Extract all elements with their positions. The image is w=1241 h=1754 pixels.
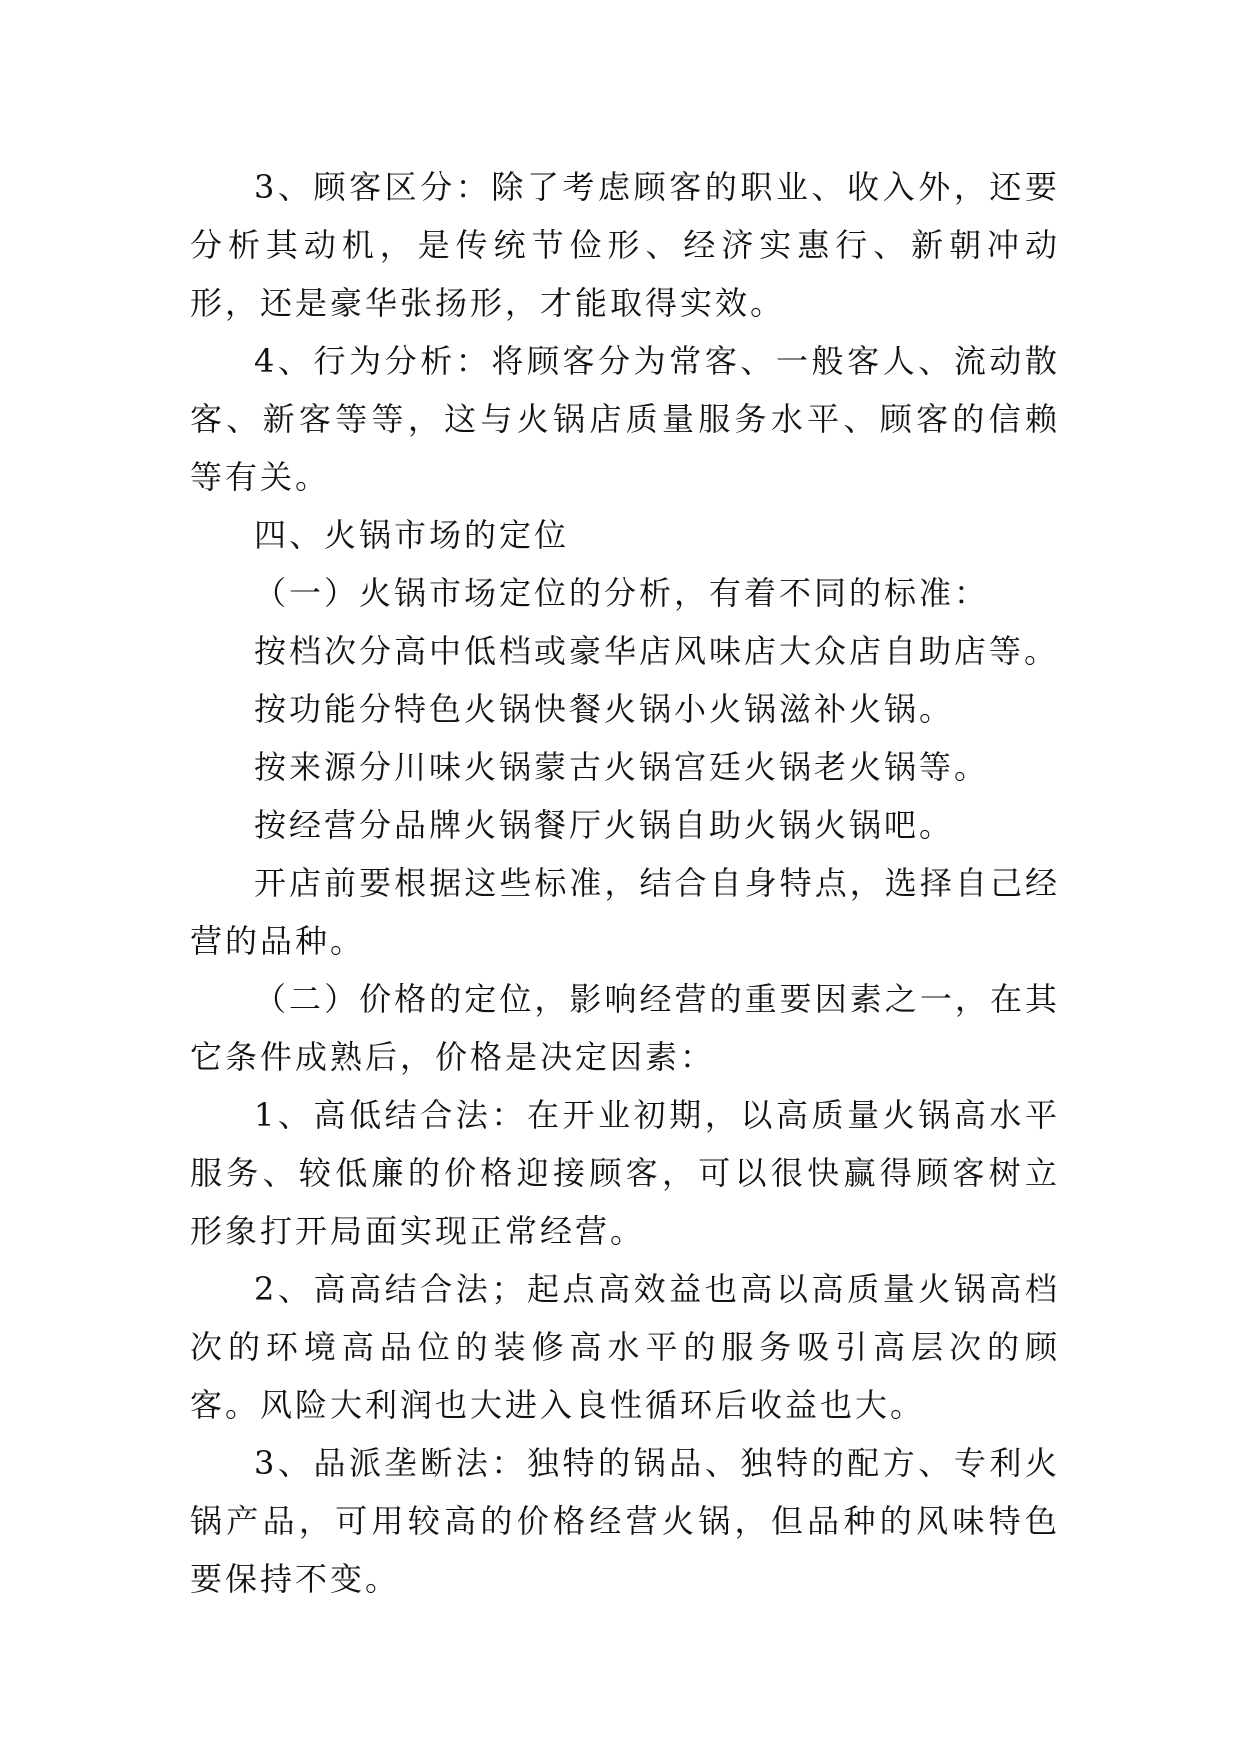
- paragraph-by-operation: 按经营分品牌火锅餐厅火锅自助火锅火锅吧。: [254, 806, 955, 844]
- section-heading-market-positioning: 四、火锅市场的定位: [254, 516, 570, 554]
- paragraph-by-origin: 按来源分川味火锅蒙古火锅宫廷火锅老火锅等。: [254, 748, 990, 786]
- subsection-heading-price-positioning: （二）价格的定位，影响经营的重要因素之一，在其它条件成熟后，价格是决定因素：: [190, 980, 1060, 1076]
- paragraph-by-function: 按功能分特色火锅快餐火锅小火锅滋补火锅。: [254, 690, 955, 728]
- subsection-heading-positioning-analysis: （一）火锅市场定位的分析，有着不同的标准：: [254, 574, 990, 612]
- paragraph-monopoly-method: 3、品派垄断法：独特的锅品、独特的配方、专利火锅产品，可用较高的价格经营火锅，但品种的风味特色要保持不变。: [190, 1444, 1060, 1598]
- paragraph-high-low-method: 1、高低结合法：在开业初期，以高质量火锅高水平服务、较低廉的价格迎接顾客，可以很快赢得顾客树立形象打开局面实现正常经营。: [190, 1096, 1060, 1250]
- paragraph-by-grade: 按档次分高中低档或豪华店风味店大众店自助店等。: [254, 632, 1060, 670]
- paragraph-customer-segmentation: 3、顾客区分：除了考虑顾客的职业、收入外，还要分析其动机，是传统节俭形、经济实惠行、新朝冲动形，还是豪华张扬形，才能取得实效。: [190, 168, 1060, 322]
- paragraph-choose-variety: 开店前要根据这些标准，结合自身特点，选择自己经营的品种。: [190, 864, 1060, 960]
- paragraph-high-high-method: 2、高高结合法；起点高效益也高以高质量火锅高档次的环境高品位的装修高水平的服务吸引高层次的顾客。风险大利润也大进入良性循环后收益也大。: [190, 1270, 1060, 1424]
- document-body: [190, 158, 1060, 1608]
- paragraph-behavior-analysis: 4、行为分析：将顾客分为常客、一般客人、流动散客、新客等等，这与火锅店质量服务水平、顾客的信赖等有关。: [190, 342, 1060, 496]
